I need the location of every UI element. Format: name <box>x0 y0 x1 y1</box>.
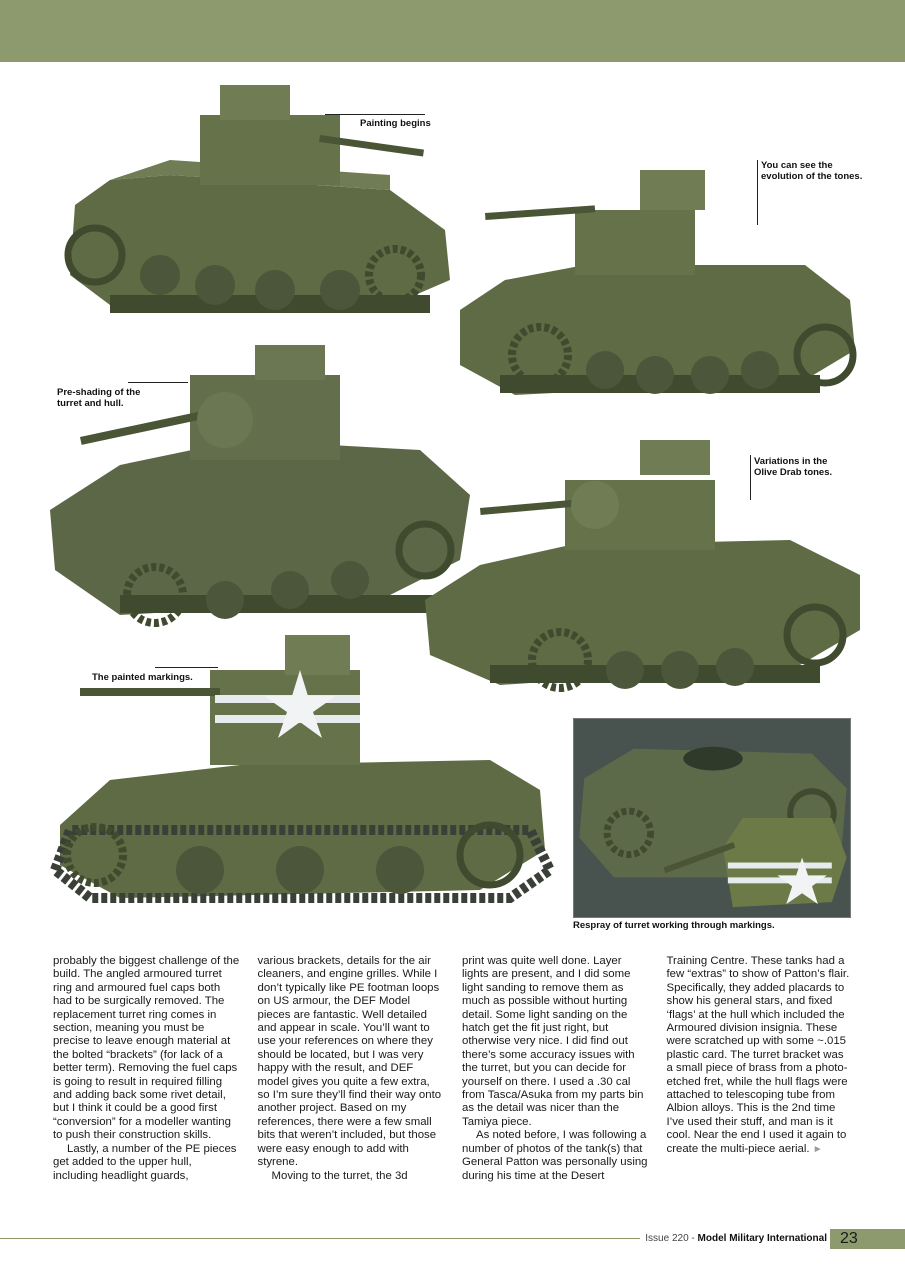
footer-magazine-name: Model Military International <box>697 1233 827 1244</box>
callout-variations <box>754 456 832 478</box>
leader-line-markings <box>155 667 218 668</box>
leader-line-evolution <box>757 160 758 225</box>
article-column-3 <box>462 955 649 1183</box>
article-body <box>53 955 853 1183</box>
leader-line-variations <box>750 455 751 500</box>
respray-caption: Respray of turret working through markings. <box>573 920 775 931</box>
respray-inset-photo <box>573 718 851 918</box>
paragraph: various brackets, details for the air cleaners, and engine grilles. While I don’t typically like PE footman loops on US armour, the DEF Model pieces are fantastic. Well detailed and appear in scale. You’ll want to use your references on where they should be located, but I was very happy with the result, and DEF model gives you quite a few extra, so I’m sure they’ll find their way onto another project. Based on my references, there were a few small bits that weren’t included, but those were easy enough to add with styrene. <box>257 955 442 1169</box>
paragraph-text: Training Centre. These tanks had a few “extras” to show of Patton’s flair. Specifically, they added placards to show his general stars, and fixed ‘flags’ at the hull which included the Armoured division insignia. These were scratched up with some ~.015 plastic card. The turret bracket was a small piece of brass from a photo-etched fret, while the hull flags were attached to telescoping tube from Albion alloys. This is the 2nd time I’ve used their stuff, and man is it cool. Near the end I used it again to create the multi-piece aerial. <box>666 955 850 1155</box>
article-column-1 <box>53 955 240 1183</box>
page-number-box <box>830 1229 905 1249</box>
paragraph: print was quite well done. Layer lights are present, and I did some light sanding to remove them as much as possible without hurting detail. Some light sanding on the hatch get the fit just right, but otherwise very nice. I did find out there’s some accuracy issues with the turret, but you can decide for yourself on there. I used a .30 cal from Tasca/Asuka from my parts bin as the detail was nicer than the Tamiya piece. <box>462 955 644 1128</box>
callout-variations-line-2: Olive Drab tones. <box>754 467 833 478</box>
page-number: 23 <box>840 1230 858 1247</box>
article-column-4 <box>667 955 854 1183</box>
article-column-2 <box>258 955 445 1183</box>
paragraph: probably the biggest challenge of the build. The angled armoured turret ring and armoured fuel caps both had to be surgically removed. The replacement turret ring comes in section, meaning you must be precise to leave enough material at the bolted “brackets” (for lack of a better term). Removing the fuel caps is going to result in required filling and adding back some rivet detail, but I think it could be a good first “conversion” for a modeller wanting to push their construction skills. <box>53 955 240 1142</box>
paragraph: Moving to the turret, the 3d <box>271 1169 408 1182</box>
leader-line-painting-begins <box>325 114 425 115</box>
callout-markings: The painted markings. <box>92 672 193 683</box>
paragraph: Lastly, a number of the PE pieces get added to the upper hull, including headlight guards, <box>53 1142 237 1182</box>
callout-preshading-line-2: turret and hull. <box>57 398 124 409</box>
callout-variations-line-1: Variations in the <box>754 456 828 467</box>
footer-issue: Issue 220 <box>645 1233 689 1244</box>
tank-photo-evolution <box>445 165 870 415</box>
callout-evolution-line-1: You can see the <box>761 160 833 171</box>
footer-issue-line <box>645 1233 827 1244</box>
callout-preshading <box>57 387 140 409</box>
footer-separator: - <box>688 1233 698 1244</box>
triangle-right-icon: ► <box>812 1143 823 1155</box>
callout-evolution <box>761 160 862 182</box>
tank-illustration <box>445 165 870 415</box>
callout-preshading-line-1: Pre-shading of the <box>57 387 141 398</box>
respray-illustration <box>574 719 850 917</box>
paragraph <box>667 955 854 1156</box>
leader-line-preshading <box>128 382 188 383</box>
callout-evolution-line-2: evolution of the tones. <box>761 171 863 182</box>
callout-painting-begins: Painting begins <box>360 118 431 129</box>
header-band <box>0 0 905 62</box>
paragraph: As noted before, I was following a number of photos of the tank(s) that General Patton was personally using during his time at the Desert <box>462 1129 648 1182</box>
footer-rule <box>0 1238 640 1239</box>
